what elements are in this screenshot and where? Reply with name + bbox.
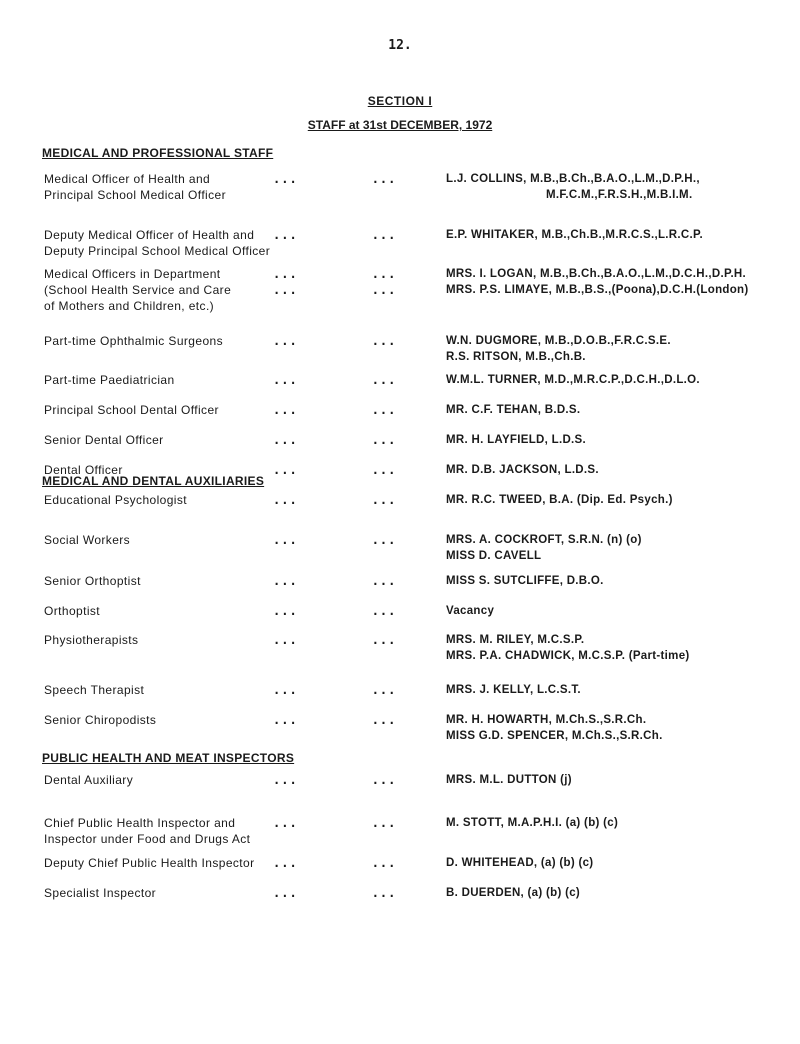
staff-holder-line: E.P. WHITAKER, M.B.,Ch.B.,M.R.C.S.,L.R.C.P. [446,229,703,241]
staff-role-line: Medical Officer of Health and [44,172,211,186]
section-title-text: SECTION I [367,94,433,108]
staff-holder-line: MRS. M.L. DUTTON (j) [446,774,572,786]
leader-dots [273,682,397,698]
leader-dots-line: ... ... [273,633,397,647]
staff-holder-line: MRS. J. KELLY, L.C.S.T. [446,684,581,696]
staff-role-line: Chief Public Health Inspector and [44,816,236,830]
leader-dots [273,171,397,187]
staff-holder-line: M. STOTT, M.A.P.H.I. (a) (b) (c) [446,817,619,829]
staff-holder [446,432,796,448]
staff-role-line: Dental Officer [44,463,123,477]
staff-holder [446,462,796,478]
staff-role-line: Social Workers [44,533,131,547]
leader-dots [273,532,397,548]
staff-holder-line: MR. C.F. TEHAN, B.D.S. [446,404,581,416]
staff-holder-line: MISS G.D. SPENCER, M.Ch.S.,S.R.Ch. [446,730,663,742]
leader-dots-line: ... ... [273,493,397,507]
staff-role-line: Part-time Ophthalmic Surgeons [44,334,224,348]
leader-dots [273,573,397,589]
staff-holder-line: Vacancy [446,605,495,617]
leader-dots-line: ... ... [273,856,397,870]
staff-holder-line: M.F.C.M.,F.R.S.H.,M.B.I.M. [546,189,693,201]
staff-role-line: Dental Auxiliary [44,773,134,787]
staff-role-line: Orthoptist [44,604,101,618]
leader-dots [273,885,397,901]
leader-dots-line: ... ... [273,433,397,447]
staff-holder [446,333,796,365]
page-number: 12. [388,38,412,53]
staff-holder-line: MISS D. CAVELL [446,550,542,562]
staff-holder-line: R.S. RITSON, M.B.,Ch.B. [446,351,586,363]
staff-holder-line: MRS. M. RILEY, M.C.S.P. [446,634,585,646]
leader-dots-line: ... ... [273,267,397,281]
staff-role-line: Speech Therapist [44,683,145,697]
staff-holder-line: MR. H. HOWARTH, M.Ch.S.,S.R.Ch. [446,714,647,726]
leader-dots [273,855,397,871]
leader-dots [273,372,397,388]
staff-role-line: Principal School Dental Officer [44,403,219,417]
staff-role-line: (School Health Service and Care [44,283,232,297]
leader-dots-line: ... ... [273,713,397,727]
staff-holder [446,682,796,698]
staff-holder [446,815,796,831]
staff-holder-line: MR. R.C. TWEED, B.A. (Dip. Ed. Psych.) [446,494,673,506]
leader-dots-line: ... ... [273,533,397,547]
staff-holder-line: MRS. P.A. CHADWICK, M.C.S.P. (Part-time) [446,650,690,662]
leader-dots-line: ... ... [273,283,397,297]
staff-role-line: Principal School Medical Officer [44,188,226,202]
leader-dots [273,772,397,788]
staff-role-line: Deputy Principal School Medical Officer [44,244,271,258]
staff-holder [446,532,796,564]
staff-holder-line: L.J. COLLINS, M.B.,B.Ch.,B.A.O.,L.M.,D.P.H., [446,173,700,185]
leader-dots [273,432,397,448]
leader-dots [273,603,397,619]
staff-holder [446,402,796,418]
staff-holder [446,632,796,664]
leader-dots-line: ... ... [273,574,397,588]
heading-medical-professional-staff: MEDICAL AND PROFESSIONAL STAFF [42,146,274,160]
leader-dots-line: ... ... [273,604,397,618]
staff-holder [446,772,796,788]
staff-role-line: of Mothers and Children, etc.) [44,299,215,313]
staff-role-line: Deputy Chief Public Health Inspector [44,856,255,870]
staff-holder [446,603,796,619]
staff-role-line: Medical Officers in Department [44,267,221,281]
staff-holder [446,171,796,203]
leader-dots [273,333,397,349]
staff-holder [446,227,796,243]
staff-role-line: Deputy Medical Officer of Health and [44,228,255,242]
leader-dots [273,492,397,508]
leader-dots [273,227,397,243]
leader-dots [273,266,397,298]
staff-role-line: Specialist Inspector [44,886,157,900]
staff-role-line: Senior Orthoptist [44,574,141,588]
staff-holder-line: MISS S. SUTCLIFFE, D.B.O. [446,575,604,587]
staff-holder-line: MRS. P.S. LIMAYE, M.B.,B.S.,(Poona),D.C.H.(London) [446,284,749,296]
staff-holder-line: MR. H. LAYFIELD, L.D.S. [446,434,587,446]
leader-dots-line: ... ... [273,172,397,186]
staff-holder [446,885,796,901]
leader-dots-line: ... ... [273,228,397,242]
staff-holder-line: B. DUERDEN, (a) (b) (c) [446,887,581,899]
staff-holder-line: W.N. DUGMORE, M.B.,D.O.B.,F.R.C.S.E. [446,335,671,347]
staff-holder [446,492,796,508]
leader-dots [273,632,397,648]
heading-medical-dental-auxiliaries: MEDICAL AND DENTAL AUXILIARIES [42,474,265,488]
staff-holder-line: W.M.L. TURNER, M.D.,M.R.C.P.,D.C.H.,D.L.O. [446,374,700,386]
staff-role-line: Inspector under Food and Drugs Act [44,832,251,846]
leader-dots [273,462,397,478]
staff-role-line: Educational Psychologist [44,493,188,507]
leader-dots [273,815,397,831]
staff-holder [446,712,796,744]
staff-role-line: Part-time Paediatrician [44,373,175,387]
staff-holder-line: MRS. A. COCKROFT, S.R.N. (n) (o) [446,534,642,546]
leader-dots [273,402,397,418]
leader-dots-line: ... ... [273,334,397,348]
staff-holder-line: MRS. I. LOGAN, M.B.,B.Ch.,B.A.O.,L.M.,D.C.H.,D.P.H. [446,268,747,280]
leader-dots-line: ... ... [273,886,397,900]
staff-holder-line: MR. D.B. JACKSON, L.D.S. [446,464,599,476]
staff-role-line: Senior Chiropodists [44,713,157,727]
section-title [0,94,800,108]
leader-dots-line: ... ... [273,373,397,387]
leader-dots-line: ... ... [273,463,397,477]
staff-role-line: Senior Dental Officer [44,433,164,447]
leader-dots-line: ... ... [273,773,397,787]
leader-dots [273,712,397,728]
staff-role-line: Physiotherapists [44,633,139,647]
leader-dots-line: ... ... [273,683,397,697]
staff-holder [446,573,796,589]
staff-holder [446,266,796,298]
staff-date-heading [0,118,800,132]
staff-holder [446,855,796,871]
heading-public-health-inspectors: PUBLIC HEALTH AND MEAT INSPECTORS [42,751,295,765]
staff-holder-line: D. WHITEHEAD, (a) (b) (c) [446,857,594,869]
staff-holder [446,372,796,388]
leader-dots-line: ... ... [273,816,397,830]
leader-dots-line: ... ... [273,403,397,417]
staff-date-text: STAFF at 31st DECEMBER, 1972 [307,118,493,132]
